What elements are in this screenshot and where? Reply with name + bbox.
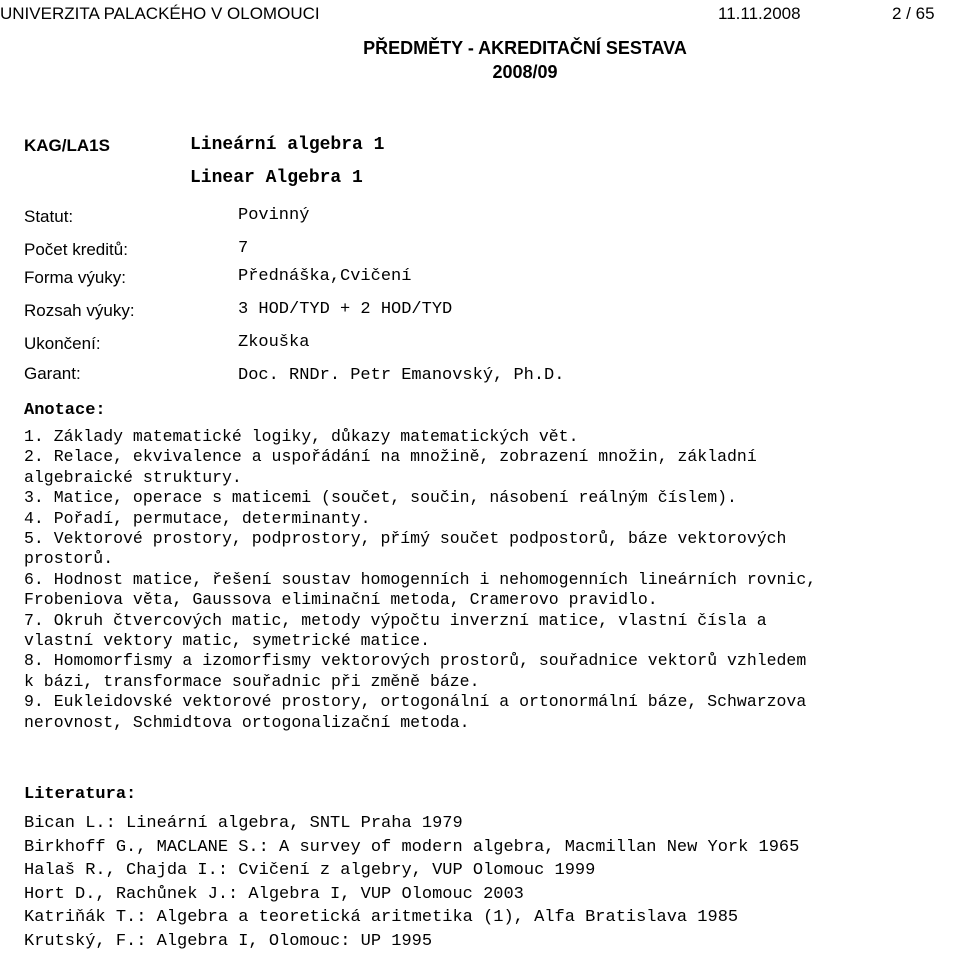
literature-item: Halaš R., Chajda I.: Cvičení z algebry, VUP Olomouc 1999 bbox=[24, 861, 596, 881]
field-label-teaching-range: Rozsah výuky: bbox=[24, 301, 135, 320]
annotation-line: 8. Homomorfismy a izomorfismy vektorových prostorů, souřadnice vektorů vzhledem bbox=[24, 651, 807, 671]
institution-name: UNIVERZITA PALACKÉHO V OLOMOUCI bbox=[0, 4, 320, 23]
course-name-czech: Lineární algebra 1 bbox=[190, 135, 385, 155]
course-code: KAG/LA1S bbox=[24, 136, 110, 155]
course-name-english: Linear Algebra 1 bbox=[190, 168, 363, 188]
annotation-line: algebraické struktury. bbox=[24, 467, 242, 487]
field-value-teaching-range: 3 HOD/TYD + 2 HOD/TYD bbox=[238, 300, 453, 319]
annotation-line: prostorů. bbox=[24, 549, 114, 569]
field-value-completion: Zkouška bbox=[238, 333, 310, 352]
field-value-guarantor: Doc. RNDr. Petr Emanovský, Ph.D. bbox=[238, 366, 565, 385]
annotation-text bbox=[24, 427, 954, 733]
literature-item: Hort D., Rachůnek J.: Algebra I, VUP Olomouc 2003 bbox=[24, 884, 524, 904]
annotation-line: 5. Vektorové prostory, podprostory, přímý součet podpostorů, báze vektorových bbox=[24, 529, 787, 549]
annotation-line: 9. Eukleidovské vektorové prostory, ortogonální a ortonormální báze, Schwarzova bbox=[24, 692, 807, 712]
annotation-line: Frobeniova věta, Gaussova eliminační metoda, Cramerovo pravidlo. bbox=[24, 590, 658, 610]
annotation-line: nerovnost, Schmidtova ortogonalizační metoda. bbox=[24, 712, 470, 732]
field-value-status: Povinný bbox=[238, 206, 310, 225]
literature-item: Bican L.: Lineární algebra, SNTL Praha 1979 bbox=[24, 814, 463, 833]
field-label-status: Statut: bbox=[24, 207, 74, 226]
literature-heading: Literatura: bbox=[24, 785, 137, 804]
report-title: PŘEDMĚTY - AKREDITAČNÍ SESTAVA bbox=[363, 38, 687, 58]
field-label-teaching-form: Forma výuky: bbox=[24, 268, 127, 287]
academic-year: 2008/09 bbox=[492, 62, 558, 82]
annotation-line: 1. Základy matematické logiky, důkazy matematických vět. bbox=[24, 427, 579, 446]
literature-item: Krutský, F.: Algebra I, Olomouc: UP 1995 bbox=[24, 931, 433, 951]
annotation-line: 4. Pořadí, permutace, determinanty. bbox=[24, 508, 371, 528]
annotation-line: 3. Matice, operace s maticemi (součet, součin, násobení reálným číslem). bbox=[24, 488, 737, 508]
report-date: 11.11.2008 bbox=[718, 4, 801, 23]
annotation-line: vlastní vektory matic, symetrické matice. bbox=[24, 631, 430, 651]
field-value-teaching-form: Přednáška,Cvičení bbox=[238, 267, 412, 286]
field-value-credits: 7 bbox=[238, 239, 249, 258]
literature-item: Katriňák T.: Algebra a teoretická aritmetika (1), Alfa Bratislava 1985 bbox=[24, 908, 739, 928]
annotation-line: 6. Hodnost matice, řešení soustav homogenních i nehomogenních lineárních rovnic, bbox=[24, 569, 817, 589]
page-number: 2 / 65 bbox=[892, 4, 935, 23]
annotation-line: 2. Relace, ekvivalence a uspořádání na množině, zobrazení množin, základní bbox=[24, 447, 757, 467]
field-label-guarantor: Garant: bbox=[24, 364, 81, 383]
annotation-line: 7. Okruh čtvercových matic, metody výpočtu inverzní matice, vlastní čísla a bbox=[24, 610, 767, 630]
annotation-heading: Anotace: bbox=[24, 401, 106, 420]
field-label-credits: Počet kreditů: bbox=[24, 240, 128, 259]
literature-item: Birkhoff G., MACLANE S.: A survey of modern algebra, Macmillan New York 1965 bbox=[24, 837, 800, 857]
annotation-line: k bázi, transformace souřadnic při změně báze. bbox=[24, 671, 480, 691]
literature-list bbox=[24, 812, 799, 954]
field-label-completion: Ukončení: bbox=[24, 334, 101, 353]
